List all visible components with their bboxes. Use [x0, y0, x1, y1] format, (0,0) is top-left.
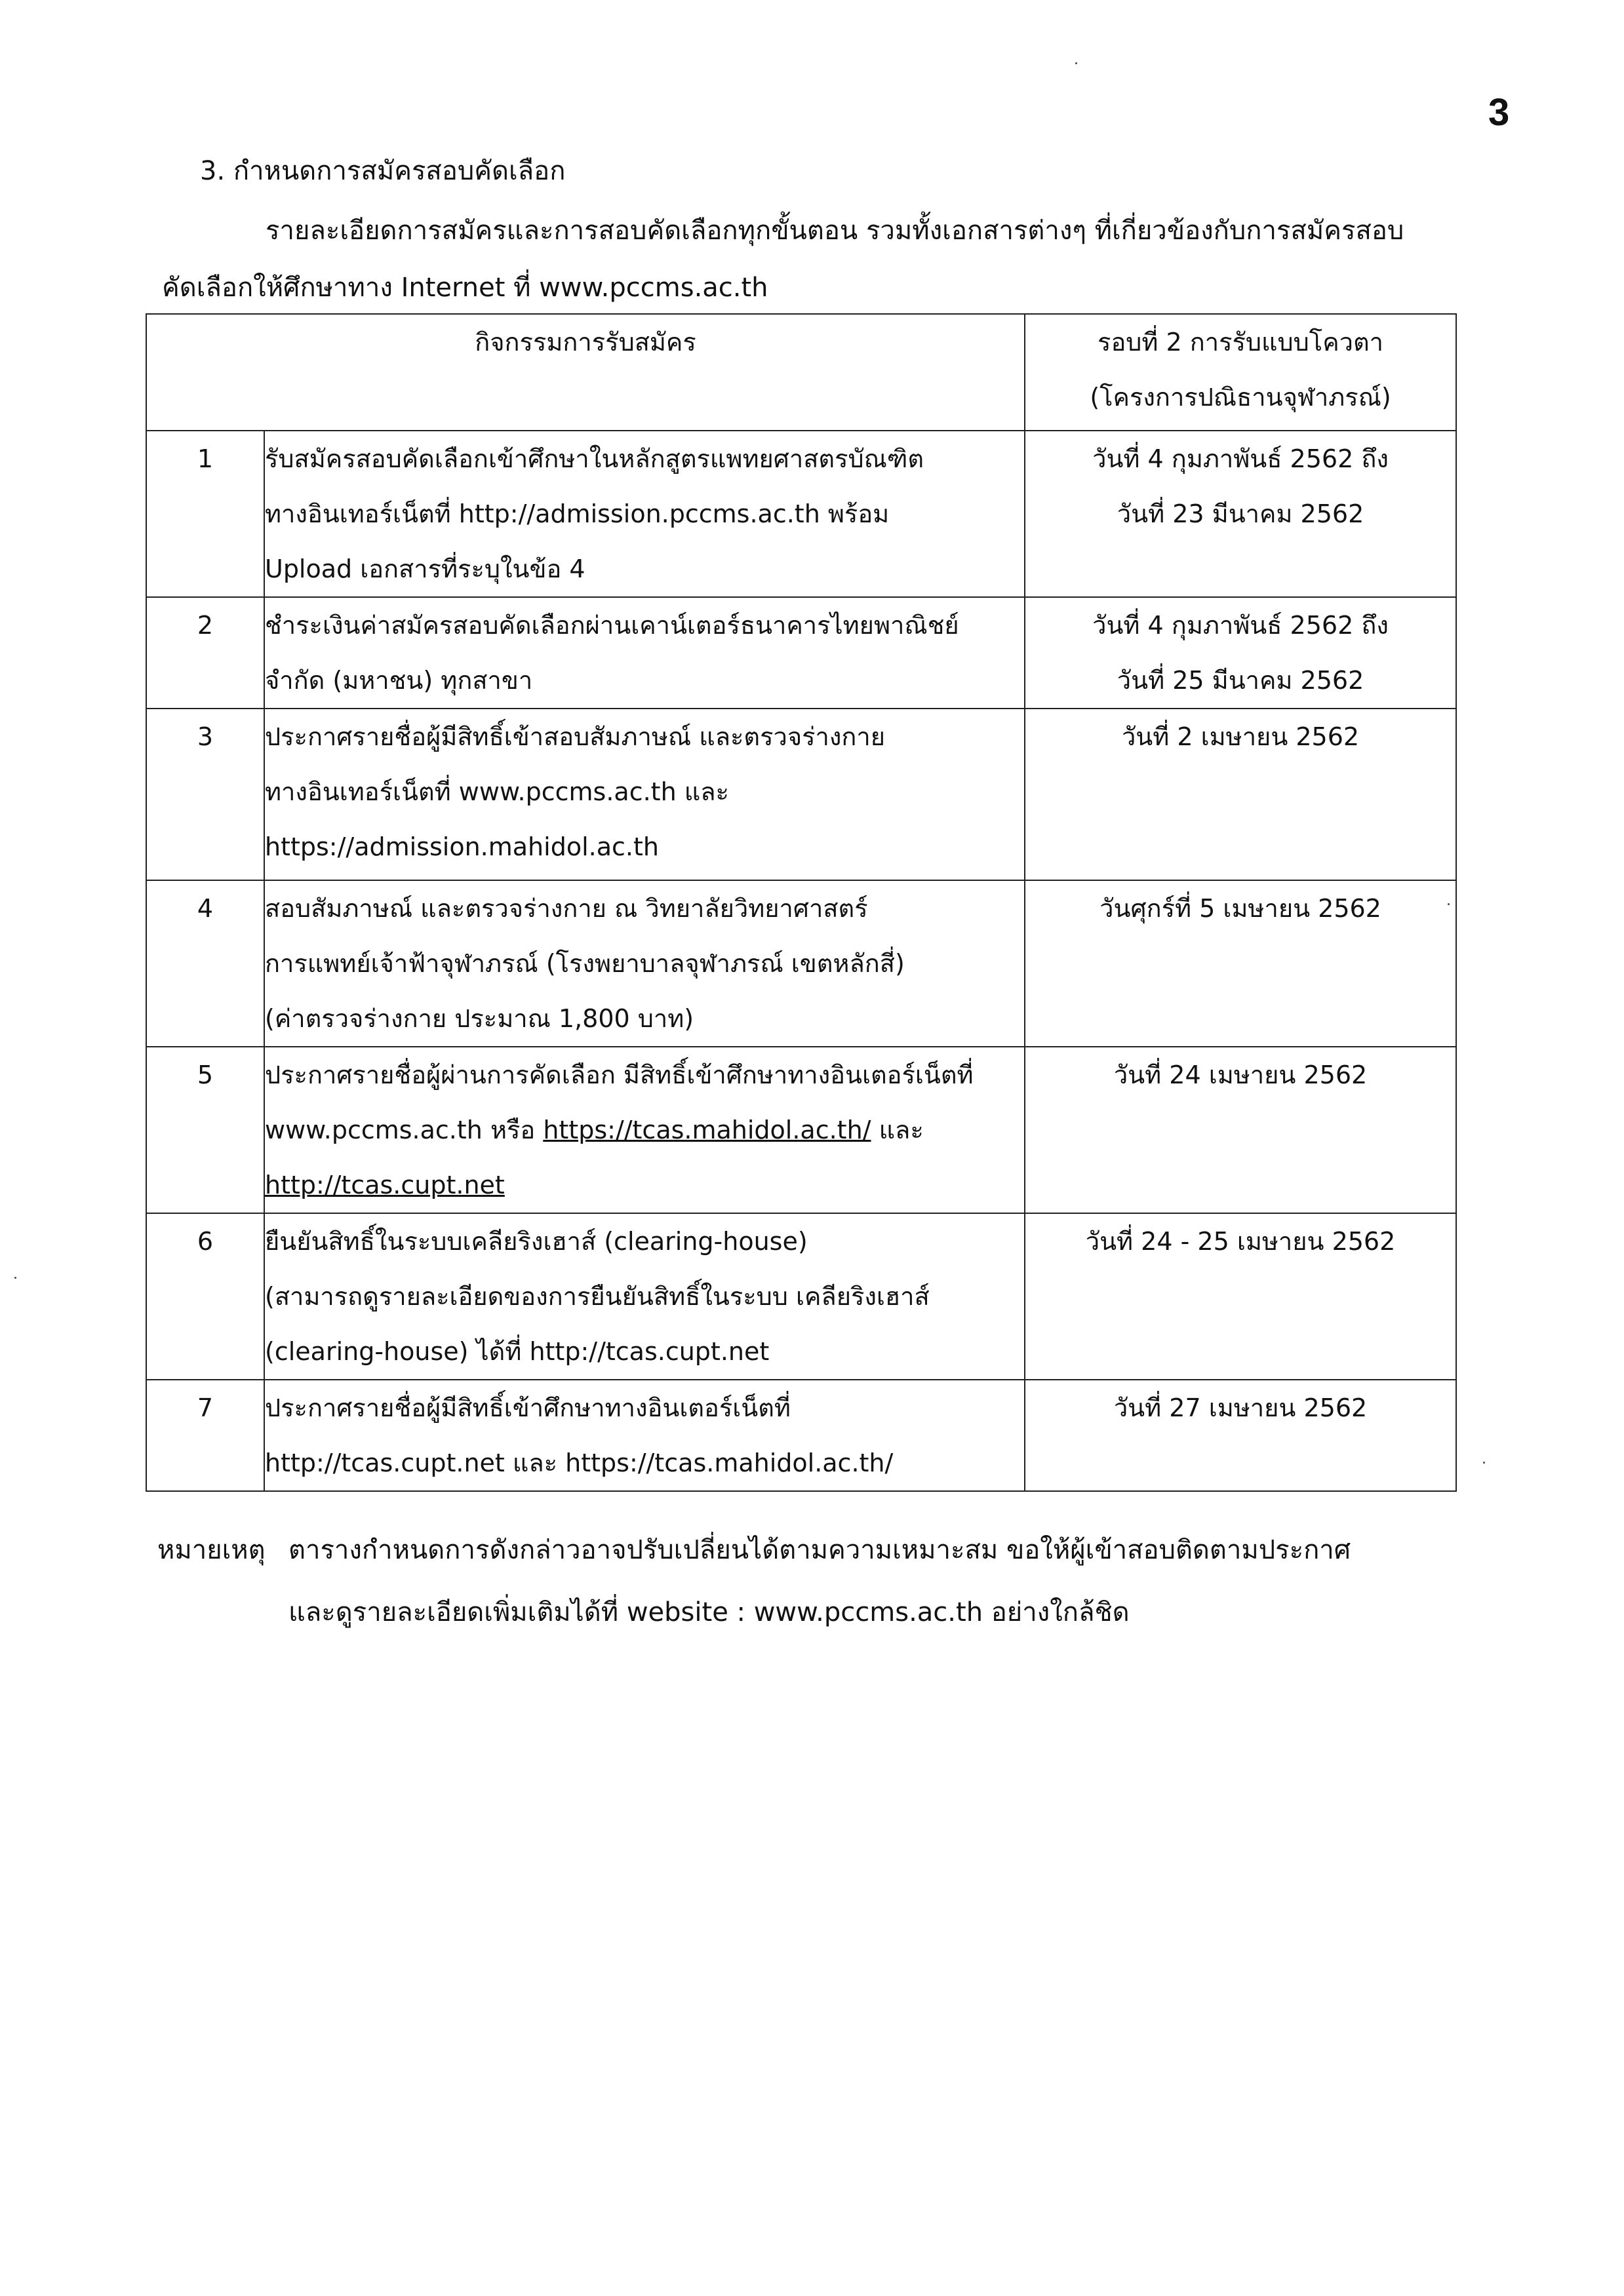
description-line: (ค่าตรวจร่างกาย ประมาณ 1,800 บาท) — [265, 1004, 694, 1033]
footnote-label: หมายเหตุ — [157, 1535, 266, 1565]
table-header-row — [146, 314, 1456, 431]
description-line: ยืนยันสิทธิ์ในระบบเคลียริงเฮาส์ (clearing-house) — [265, 1227, 808, 1256]
scan-speck — [1075, 62, 1077, 64]
header-round-line-1: รอบที่ 2 การรับแบบโควตา — [1098, 328, 1383, 357]
row-date — [1025, 709, 1456, 880]
section-heading: 3. กำหนดการสมัครสอบคัดเลือก — [200, 156, 566, 186]
row-description — [264, 431, 1025, 597]
row-number: 2 — [146, 597, 264, 709]
description-line: ประกาศรายชื่อผู้มีสิทธิ์เข้าศึกษาทางอินเตอร์เน็ตที่ — [265, 1393, 791, 1422]
row-date — [1025, 597, 1456, 709]
date-line: วันที่ 27 เมษายน 2562 — [1113, 1393, 1368, 1422]
header-round — [1025, 314, 1456, 431]
header-round-line-2: (โครงการปณิธานจุฬาภรณ์) — [1090, 383, 1391, 412]
row-number: 5 — [146, 1047, 264, 1213]
description-line: รับสมัครสอบคัดเลือกเข้าศึกษาในหลักสูตรแพทยศาสตรบัณฑิต — [265, 444, 924, 473]
row-description — [264, 1047, 1025, 1213]
row-description — [264, 880, 1025, 1047]
footnote-line-1 — [157, 1519, 1351, 1582]
description-line: ทางอินเทอร์เน็ตที่ www.pccms.ac.th และ — [265, 777, 729, 806]
table-row — [146, 1380, 1456, 1491]
table-row — [146, 709, 1456, 880]
footnote — [157, 1519, 1351, 1644]
row-number: 7 — [146, 1380, 264, 1491]
row-description — [264, 1380, 1025, 1491]
description-text: www.pccms.ac.th หรือ — [265, 1116, 544, 1144]
description-text: และ — [871, 1116, 924, 1144]
description-line: https://admission.mahidol.ac.th — [265, 832, 659, 861]
row-date — [1025, 1213, 1456, 1380]
tcas-mahidol-link[interactable]: https://tcas.mahidol.ac.th/ — [543, 1116, 871, 1144]
header-activity: กิจกรรมการรับสมัคร — [146, 314, 1025, 431]
scan-speck — [1483, 1462, 1485, 1464]
description-line: http://tcas.cupt.net และ https://tcas.mahidol.ac.th/ — [265, 1449, 894, 1477]
table-row — [146, 597, 1456, 709]
row-number: 6 — [146, 1213, 264, 1380]
footnote-text: ตารางกำหนดการดังกล่าวอาจปรับเปลี่ยนได้ตามความเหมาะสม ขอให้ผู้เข้าสอบติดตามประกาศ — [288, 1535, 1351, 1565]
footnote-line-2: และดูรายละเอียดเพิ่มเติมได้ที่ website : www.pccms.ac.th อย่างใกล้ชิด — [288, 1597, 1130, 1627]
date-line: วันที่ 4 กุมภาพันธ์ 2562 ถึง — [1092, 611, 1389, 640]
description-line: ชำระเงินค่าสมัครสอบคัดเลือกผ่านเคาน์เตอร์ธนาคารไทยพาณิชย์ — [265, 611, 959, 640]
date-line: วันศุกร์ที่ 5 เมษายน 2562 — [1099, 894, 1381, 923]
description-line: ทางอินเทอร์เน็ตที่ http://admission.pccms.ac.th พร้อม — [265, 499, 890, 528]
page-number: 3 — [1488, 91, 1510, 134]
description-line: จำกัด (มหาชน) ทุกสาขา — [265, 666, 533, 695]
row-date — [1025, 1047, 1456, 1213]
table-row — [146, 1047, 1456, 1213]
table-row — [146, 1213, 1456, 1380]
row-number: 1 — [146, 431, 264, 597]
table-row — [146, 880, 1456, 1047]
row-description — [264, 709, 1025, 880]
date-line: วันที่ 25 มีนาคม 2562 — [1117, 666, 1364, 695]
scan-speck — [14, 1277, 16, 1279]
description-line — [265, 1102, 1024, 1158]
intro-line-2: คัดเลือกให้ศึกษาทาง Internet ที่ www.pccms.ac.th — [162, 273, 768, 303]
row-description — [264, 1213, 1025, 1380]
schedule-table — [146, 313, 1457, 1492]
tcas-cupt-link[interactable]: http://tcas.cupt.net — [265, 1171, 505, 1199]
description-line: การแพทย์เจ้าฟ้าจุฬาภรณ์ (โรงพยาบาลจุฬาภรณ์ เขตหลักสี่) — [265, 949, 905, 978]
row-number: 4 — [146, 880, 264, 1047]
row-date — [1025, 1380, 1456, 1491]
date-line: วันที่ 23 มีนาคม 2562 — [1117, 499, 1364, 528]
date-line: วันที่ 24 - 25 เมษายน 2562 — [1085, 1227, 1396, 1256]
intro-line-1: รายละเอียดการสมัครและการสอบคัดเลือกทุกขั้นตอน รวมทั้งเอกสารต่างๆ ที่เกี่ยวข้องกับการสมัครสอบ — [266, 216, 1404, 246]
description-line: ประกาศรายชื่อผู้ผ่านการคัดเลือก มีสิทธิ์เข้าศึกษาทางอินเตอร์เน็ตที่ — [265, 1060, 974, 1089]
table-row — [146, 431, 1456, 597]
date-line: วันที่ 24 เมษายน 2562 — [1113, 1060, 1368, 1089]
row-date — [1025, 431, 1456, 597]
row-date — [1025, 880, 1456, 1047]
date-line: วันที่ 4 กุมภาพันธ์ 2562 ถึง — [1092, 444, 1389, 473]
description-line: (clearing-house) ได้ที่ http://tcas.cupt.net — [265, 1337, 770, 1366]
description-line: สอบสัมภาษณ์ และตรวจร่างกาย ณ วิทยาลัยวิทยาศาสตร์ — [265, 894, 868, 923]
description-line: (สามารถดูรายละเอียดของการยืนยันสิทธิ์ในระบบ เคลียริงเฮาส์ — [265, 1282, 930, 1311]
description-line: Upload เอกสารที่ระบุในข้อ 4 — [265, 555, 585, 583]
row-number: 3 — [146, 709, 264, 880]
date-line: วันที่ 2 เมษายน 2562 — [1121, 722, 1360, 751]
description-line: ประกาศรายชื่อผู้มีสิทธิ์เข้าสอบสัมภาษณ์ และตรวจร่างกาย — [265, 722, 886, 751]
scan-speck — [1448, 903, 1450, 905]
row-description — [264, 597, 1025, 709]
